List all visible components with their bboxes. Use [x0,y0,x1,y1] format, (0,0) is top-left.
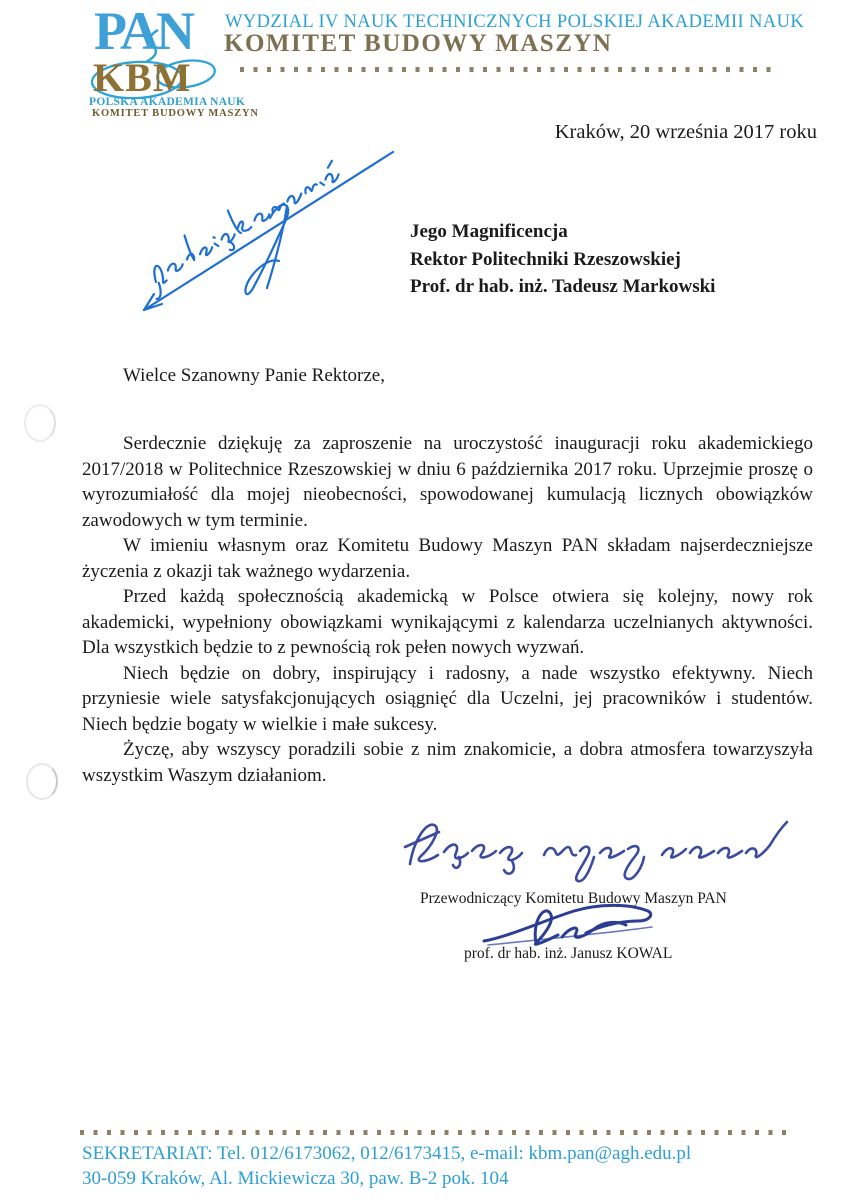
recipient-line: Rektor Politechniki Rzeszowskiej [410,248,681,270]
handwritten-closing [402,810,790,890]
logo-kbm-text: KBM [93,55,192,100]
logo-pan-text: PAN [94,1,192,61]
paragraph: Przed każdą społecznością akademicką w Polsce otwiera się kolejny, nowy rok akademicki, wypełniony obowiązkami wynikającymi z kalendarza uczelnianych aktywności. Dla wszystkich będzie to z pewnością rok pełen nowych wyzwań. [82,586,813,658]
paragraph: Życzę, aby wszyscy poradzili sobie z nim znakomicie, a dobra atmosfera towarzyszyła wszystkim Waszym działaniom. [82,739,813,786]
recipient-line: Prof. dr hab. inż. Tadeusz Markowski [410,276,716,297]
signer-title-line: Przewodniczący Komitetu Budowy Maszyn PAN [420,890,727,907]
header-division-line: WYDZIAL IV NAUK TECHNICZNYCH POLSKIEJ AKADEMII NAUK [225,12,805,32]
handwritten-annotation [100,140,400,330]
signer-name-line: prof. dr hab. inż. Janusz KOWAL [464,945,673,962]
header-committee-line: KOMITET BUDOWY MASZYN [224,30,613,57]
hole-punch-mark [24,404,56,442]
footer-dotted-divider [80,1130,792,1135]
letter-body [82,431,813,788]
date-line: Kraków, 20 września 2017 roku [554,121,817,143]
header-dotted-divider [240,67,775,72]
logo-committee-name: KOMITET BUDOWY MASZYN [92,108,259,119]
handwritten-signature [478,897,658,951]
footer-address-line: 30-059 Kraków, Al. Mickiewicza 30, paw. B-2 pok. 104 [82,1168,509,1189]
paragraph: Niech będzie on dobry, inspirujący i radosny, a nade wszystko efektywny. Niech przyniesie wiele satysfakcjonujących osiągnięć dla Uczelni, jej pracowników i studentów. Niech będzie bogaty w wielkie i małe sukcesy. [82,662,813,735]
salutation: Wielce Szanowny Panie Rektorze, [123,365,385,386]
hole-punch-mark [26,763,58,800]
footer-contact-line: SEKRETARIAT: Tel. 012/6173062, 012/6173415, e-mail: kbm.pan@agh.edu.pl [82,1143,692,1164]
recipient-block [410,218,715,301]
recipient-line: Jego Magnificencja [410,221,568,242]
paragraph: W imieniu własnym oraz Komitetu Budowy Maszyn PAN składam najserdeczniejsze życzenia z okazji tak ważnego wydarzenia. [82,535,813,582]
paragraph: Serdecznie dziękuję za zaproszenie na uroczystość inauguracji roku akademickiego 2017/2018 w Politechnice Rzeszowskiej w dniu 6 października 2017 roku. Uprzejmie proszę o wyrozumiałość dla mojej nieobecności, spowodowanej kumulacją licznych obowiązków zawodowych w tym terminie. [82,433,813,531]
logo-org-name: POLSKA AKADEMIA NAUK [89,96,246,108]
